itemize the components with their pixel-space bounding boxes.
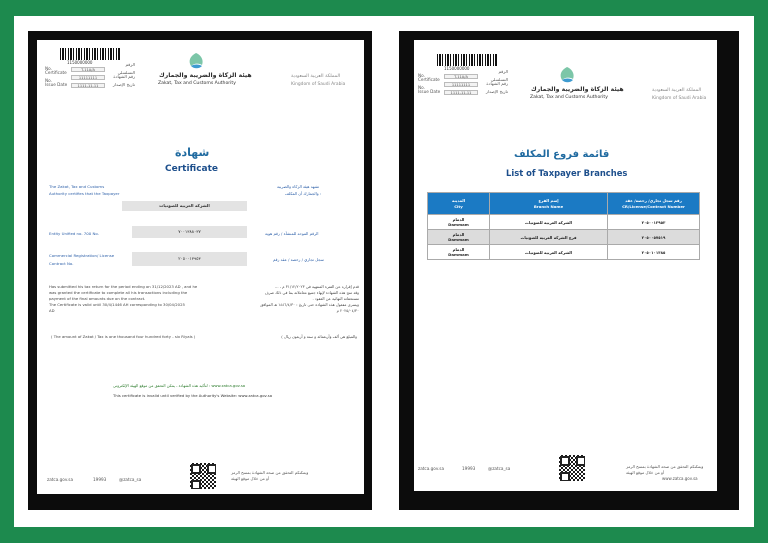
meta-row: No. T-11A/A الرقم التسلسلي bbox=[45, 62, 135, 75]
branches-table bbox=[427, 192, 700, 260]
kingdom-name-english: Kingdom of Saudi Arabia bbox=[652, 96, 707, 101]
unified-number-value: ٧٠٠١٣٨٨٠٣٧ bbox=[132, 226, 247, 238]
branches-title-arabic: قائمة فروع المكلف bbox=[514, 149, 610, 160]
table-row bbox=[428, 215, 700, 230]
barcode bbox=[437, 54, 497, 66]
cell-cr-number: ٢٠٥٠١٠١٣٨٥ bbox=[608, 245, 700, 260]
meta-row: Certificate No. 11111111 رقم الشهادة bbox=[45, 70, 135, 83]
kingdom-name-arabic: المملكة العربية السعودية bbox=[652, 88, 702, 93]
qr-code-icon bbox=[189, 462, 217, 490]
certificate-title-arabic: شهادة bbox=[175, 146, 210, 159]
intro-english-line-2: Authority certifies that the Taxpayer bbox=[49, 191, 120, 196]
certificate-title-english: Certificate bbox=[165, 164, 219, 174]
table-row bbox=[428, 245, 700, 260]
footer-social-handle: @zatca_sa bbox=[119, 477, 142, 482]
meta-row: Issue Date 1111-11-11 تاريخ الإصدار bbox=[45, 82, 135, 88]
meta-row: No. T-11A/A الرقم التسلسلي bbox=[418, 69, 508, 82]
authority-name-english: Zakat, Tax and Customs Authority bbox=[158, 81, 236, 86]
barcode-number: 1150000000 bbox=[67, 60, 93, 65]
intro-arabic-line-1: تشهد هيئة الزكاة والضريبة bbox=[277, 184, 320, 189]
unified-number-label-arabic: الرقم الموحد للمنشأة / رقم هوية bbox=[265, 231, 319, 236]
qr-caption-line-1: ويمكنكم التحقق من صحة الشهادة بمسح الرمز bbox=[231, 470, 309, 475]
branches-meta bbox=[418, 69, 508, 96]
zatca-logo-icon bbox=[556, 66, 578, 84]
cr-label-english-line-2: Contract No. bbox=[49, 261, 74, 266]
footer-website: zatca.gov.sa bbox=[418, 466, 445, 471]
barcode-number: 1150000000 bbox=[444, 66, 470, 71]
certificate-body-arabic: قدم إقراره عن الفترة المنتهية في ٣١/١٢/٢٠٢٣ م ، ... وقد منح هذه الشهادة لإنهاء جميع معاملاته بما في ذلك صرف مستحقاته النهائية عن العقود . ويسري مفعول هذه الشهادة حتى تاريخ : ١٤٤٦/٤/٣٠ هـ الموافق ٢٠٢٥/٠٤/٣٠ م bbox=[260, 284, 359, 313]
intro-arabic-line-2: والجمارك أن المكلف : bbox=[285, 191, 322, 196]
qr-caption-line-1: ويمكنكم التحقق من صحة الشهادة بمسح الرمز bbox=[626, 464, 704, 469]
cr-number-value: ٢٠٥٠٠١٣٩٥٣ bbox=[132, 252, 247, 266]
branches-document bbox=[414, 40, 717, 491]
qr-code-icon bbox=[558, 454, 586, 482]
branches-title-english: List of Taxpayer Branches bbox=[506, 168, 628, 178]
amount-english: ( The amount of Zakat / Tax is one thousand four hundred forty - six Riyals ) bbox=[51, 334, 196, 339]
verification-arabic: لتأكيد هذه الشهادة ، يمكن التحقق من موقع الهيئة الإلكتروني : www.zatca.gov.sa bbox=[113, 383, 246, 388]
cell-cr-number: ٢٠٥٠٠٥٧٥١٩ bbox=[608, 230, 700, 245]
cell-city: الدمام Dammam bbox=[428, 215, 490, 230]
unified-number-label-english: Entity Unified no. 700 No. bbox=[49, 231, 99, 236]
footer-phone: 19993 bbox=[93, 477, 107, 482]
cell-city: الدمام Dammam bbox=[428, 245, 490, 260]
amount-arabic: والمبلغ هي ألف وأربعمائة و ستة و أربعون ريال ) bbox=[281, 334, 357, 339]
cell-branch-name: فرع الشركة العربية للصوتيات bbox=[490, 230, 608, 245]
qr-caption-line-2: أو من خلال موقع الهيئة bbox=[231, 476, 270, 481]
qr-caption-line-3: www.zatca.gov.sa bbox=[662, 476, 698, 481]
kingdom-name-english: Kingdom of Saudi Arabia bbox=[291, 82, 346, 87]
cell-city: الدمام Dammam bbox=[428, 230, 490, 245]
authority-name-arabic: هيئة الزكاة والضريبة والجمارك bbox=[159, 72, 252, 79]
intro-english-line-1: The Zakat, Tax and Customs bbox=[49, 184, 105, 189]
cr-label-english-line-1: Commercial Registration/ License bbox=[49, 253, 115, 258]
header-branch-name: إسم الفرع Branch Name bbox=[490, 193, 608, 215]
header-city: المدينة City bbox=[428, 193, 490, 215]
qr-caption-line-2: أو من خلال موقع الهيئة bbox=[626, 470, 665, 475]
cell-branch-name: الشركة العربية للصوتيات bbox=[490, 245, 608, 260]
zatca-logo-icon bbox=[185, 52, 207, 70]
authority-name-english: Zakat, Tax and Customs Authority bbox=[530, 95, 608, 100]
barcode bbox=[60, 48, 120, 60]
footer-social-handle: @zatca_sa bbox=[488, 466, 511, 471]
header-cr-number: رقم سجل تجاري/ رخصة/ عقد CR/License/Contract Number bbox=[608, 193, 700, 215]
table-row bbox=[428, 230, 700, 245]
footer-website: zatca.gov.sa bbox=[47, 477, 74, 482]
table-header-row bbox=[428, 193, 700, 215]
cell-branch-name: الشركة العربية للصوتيات bbox=[490, 215, 608, 230]
cell-cr-number: ٢٠٥٠٠١٣٩٥٣ bbox=[608, 215, 700, 230]
meta-row: Issue Date 1111-11-11 تاريخ الإصدار bbox=[418, 89, 508, 95]
certificate-body-english: Has submitted his tax return for the period ending on 31/12/2023 AD , and he was granted the certificate to complete all his transactions including the payment of the final amounts due on the contract. The Certificate is valid until 30/4/1446 AH corresponding to 30/04/2025 AD bbox=[49, 284, 198, 313]
certificate-document bbox=[37, 40, 364, 494]
meta-row: Certificate No. 11111111 رقم الشهادة bbox=[418, 77, 508, 90]
footer-phone: 19993 bbox=[462, 466, 476, 471]
cr-label-arabic: سجل تجاري / رخصة / عقد رقم bbox=[273, 257, 324, 262]
company-name: الشركة العربية للصوتيات bbox=[122, 201, 247, 211]
authority-name-arabic: هيئة الزكاة والضريبة والجمارك bbox=[531, 86, 624, 93]
kingdom-name-arabic: المملكة العربية السعودية bbox=[291, 74, 341, 79]
verification-english: This certificate is invalid until verified by the Authority's Website: www.zatca.gov.sa bbox=[113, 393, 273, 398]
